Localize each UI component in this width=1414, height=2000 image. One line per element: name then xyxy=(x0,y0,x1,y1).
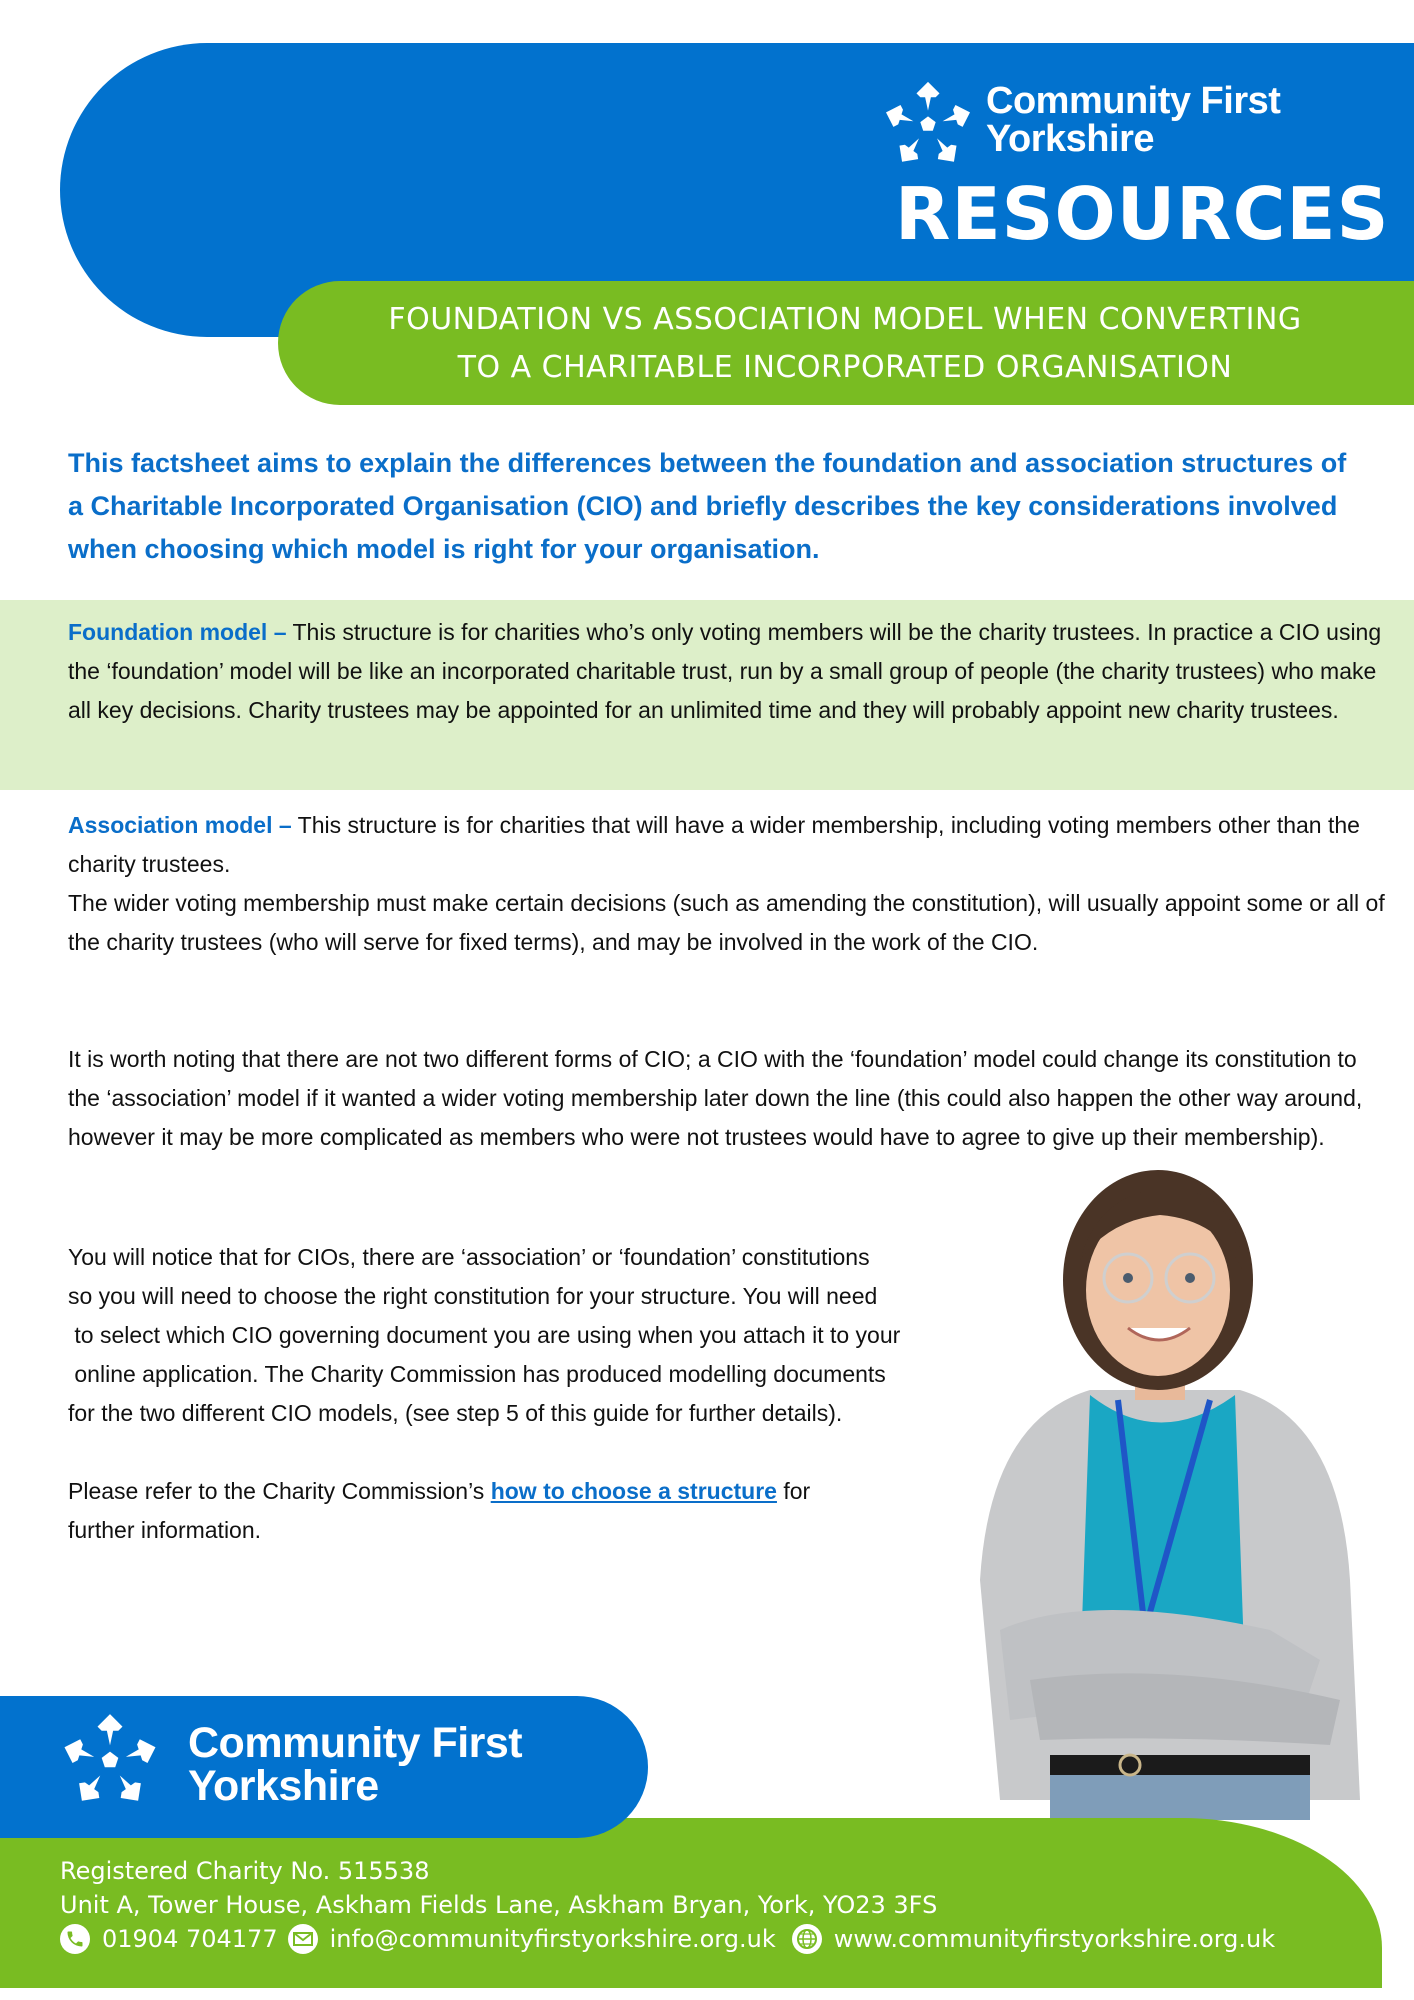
envelope-icon xyxy=(288,1924,318,1954)
association-paragraph xyxy=(68,806,1388,962)
org-name-line1: Community First xyxy=(986,80,1281,122)
website-link[interactable]: www.communityfirstyorkshire.org.uk xyxy=(833,1925,1276,1953)
address: Unit A, Tower House, Askham Fields Lane, Askham Bryan, York, YO23 3FS xyxy=(60,1891,938,1919)
org-name xyxy=(986,82,1280,158)
refer-paragraph xyxy=(68,1472,968,1550)
charity-number: Registered Charity No. 515538 xyxy=(60,1857,430,1885)
page-title-line1: FOUNDATION VS ASSOCIATION MODEL WHEN CONVERTING xyxy=(388,302,1302,337)
association-term: Association model – xyxy=(68,812,292,838)
page-title-line2: TO A CHARITABLE INCORPORATED ORGANISATION xyxy=(457,350,1233,385)
intro-paragraph: This factsheet aims to explain the differences between the foundation and association structures of a Charitable Incorporated Organisation (CIO) and briefly describes the key considerations involved when choosing which model is right for your organisation. xyxy=(68,448,1347,564)
org-name-line2: Yorkshire xyxy=(986,118,1154,160)
page-title xyxy=(300,296,1390,392)
footer-org-line1: Community First xyxy=(188,1719,523,1767)
person-photo xyxy=(940,1160,1380,1820)
choose-structure-link[interactable]: how to choose a structure xyxy=(490,1478,777,1504)
refer-text-line2: further information. xyxy=(68,1517,262,1543)
notice-line: online application. The Charity Commission has produced modelling documents xyxy=(68,1361,886,1387)
contact-row xyxy=(60,1922,1275,1956)
association-text-2: The wider voting membership must make certain decisions (such as amending the constitution), will usually appoint some or all of the charity trustees (who will serve for fixed terms), and may be involved in the work of the CIO. xyxy=(68,890,1385,955)
email-link[interactable]: info@communityfirstyorkshire.org.uk xyxy=(329,1925,776,1953)
notice-line: to select which CIO governing document you are using when you attach it to your xyxy=(68,1322,901,1348)
notice-line: so you will need to choose the right constitution for your structure. You will need xyxy=(68,1283,878,1309)
foundation-paragraph xyxy=(68,613,1388,730)
header-logo xyxy=(880,78,1280,174)
footer-org-line2: Yorkshire xyxy=(188,1762,379,1810)
phone-number[interactable]: 01904 704177 xyxy=(102,1925,278,1953)
phone-icon xyxy=(60,1924,90,1954)
notice-paragraph xyxy=(68,1238,1048,1433)
five-petal-logo-icon xyxy=(880,78,976,174)
notice-line: for the two different CIO models, (see step 5 of this guide for further details). xyxy=(68,1400,843,1426)
foundation-text: This structure is for charities who’s only voting members will be the charity trustees. In practice a CIO using the ‘foundation’ model will be like an incorporated charitable trust, run by a small group of people (the charity trustees) who make all key decisions. Charity trustees may be appointed for an unlimited time and they will probably appoint new charity trustees. xyxy=(68,619,1382,723)
foundation-term: Foundation model – xyxy=(68,619,287,645)
refer-text-after: for xyxy=(776,1478,811,1504)
footer-logo xyxy=(58,1710,522,1814)
footer-contact xyxy=(60,1854,1275,1956)
section-label: RESOURCES xyxy=(895,172,1390,256)
association-text-1: This structure is for charities that will have a wider membership, including voting members other than the charity trustees. xyxy=(68,812,1360,877)
worth-noting-paragraph: It is worth noting that there are not two different forms of CIO; a CIO with the ‘foundation’ model could change its constitution to the ‘association’ model if it wanted a wider voting membership later down the line (this could also happen the other way around, however it may be more complicated as members who were not trustees would have to agree to give up their membership). xyxy=(68,1046,1363,1150)
globe-icon xyxy=(792,1924,822,1954)
refer-text: Please refer to the Charity Commission’s xyxy=(68,1478,491,1504)
five-petal-logo-icon xyxy=(58,1710,162,1814)
footer-org-name xyxy=(188,1719,523,1810)
notice-line: You will notice that for CIOs, there are ‘association’ or ‘foundation’ constitutions xyxy=(68,1244,870,1270)
